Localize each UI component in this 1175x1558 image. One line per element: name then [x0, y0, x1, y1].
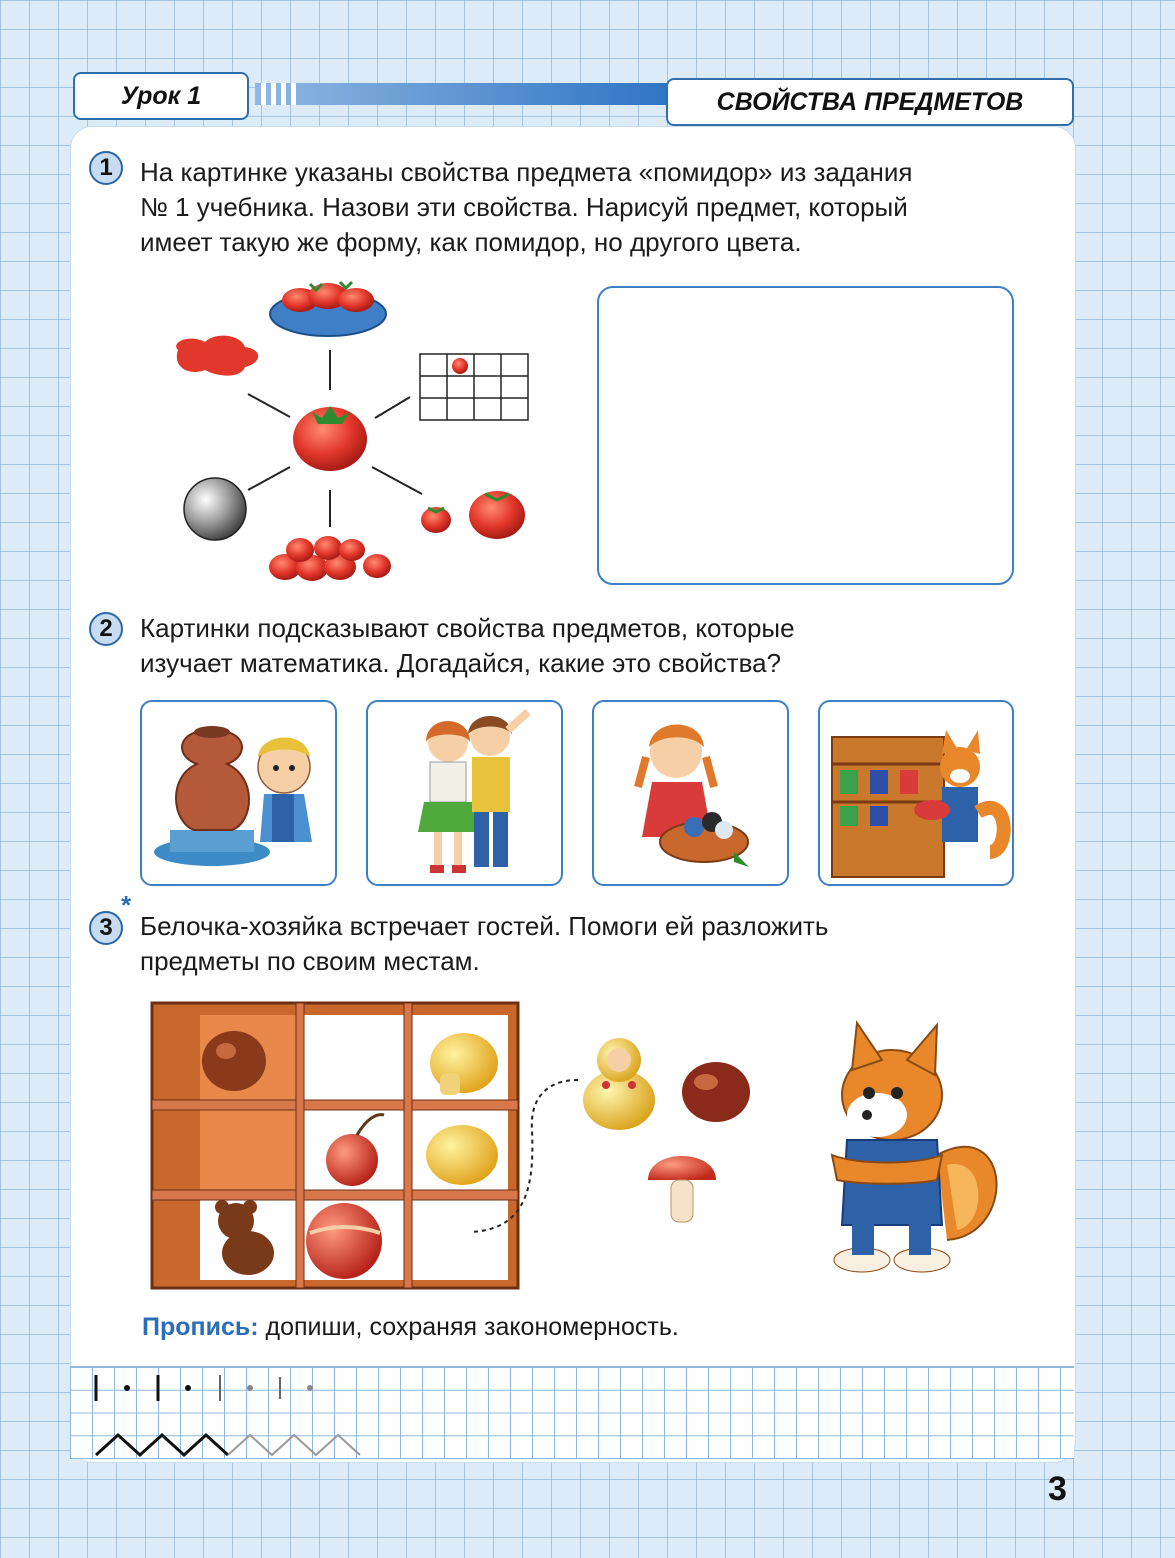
picture-shape	[140, 700, 337, 886]
picture-color	[818, 700, 1014, 886]
task-1-line-2: № 1 учебника. Назови эти свойства. Нарисуй предмет, который	[140, 192, 908, 222]
bowl-of-tomatoes-icon	[270, 282, 386, 336]
girl-and-boy-height-illustration	[368, 702, 563, 886]
drawing-answer-box[interactable]	[597, 286, 1014, 585]
task-2-line-1: Картинки подсказывают свойства предметов, которые	[140, 613, 795, 643]
roly-poly-doll-icon	[583, 1038, 655, 1130]
picture-height	[366, 700, 563, 886]
boy-with-vase-illustration	[142, 702, 337, 886]
grey-sphere-icon	[184, 478, 246, 540]
copywork-grid[interactable]	[70, 1366, 1074, 1459]
task-2-number: 2	[89, 612, 123, 646]
task-2-text	[140, 611, 795, 681]
central-tomato-icon	[293, 406, 367, 471]
grid-size-icon	[420, 354, 528, 420]
header-progress-bar	[255, 83, 670, 105]
task-3-star: *	[121, 890, 132, 920]
topic-title: СВОЙСТВА ПРЕДМЕТОВ	[666, 78, 1074, 126]
page-number: 3	[1048, 1470, 1067, 1508]
picture-quantity	[592, 700, 789, 886]
task-1-line-3: имеет такую же форму, как помидор, но другого цвета.	[140, 227, 802, 257]
red-mushroom-icon	[648, 1156, 716, 1222]
task-2-line-2: изучает математика. Догадайся, какие это свойства?	[140, 648, 782, 678]
nut-icon	[202, 1031, 266, 1091]
red-color-splash-icon	[176, 336, 258, 376]
copywork-instruction	[142, 1313, 679, 1342]
many-tomatoes-icon	[269, 536, 391, 581]
task-3-number: 3	[89, 911, 123, 945]
copywork-pattern	[70, 1367, 1074, 1458]
red-ball-icon	[306, 1203, 382, 1279]
fox-with-shelf-illustration	[820, 702, 1014, 886]
task-1-text	[140, 155, 912, 260]
copywork-text: допиши, сохраняя закономерность.	[265, 1313, 679, 1341]
walnut-icon	[682, 1062, 750, 1122]
task-1-line-1: На картинке указаны свойства предмета «помидор» из задания	[140, 157, 913, 187]
squirrel-host-illustration	[797, 1015, 1007, 1280]
tomato-properties-diagram	[160, 272, 540, 587]
loose-items-illustration	[576, 1030, 776, 1245]
copywork-label: Пропись:	[142, 1313, 259, 1341]
girl-with-basket-illustration	[594, 702, 789, 886]
task-1-number: 1	[89, 151, 123, 185]
tomato-sizes-icon	[421, 491, 525, 539]
lesson-label: Урок 1	[73, 72, 249, 120]
task-3-line-1: Белочка-хозяйка встречает гостей. Помоги ей разложить	[140, 911, 829, 941]
task-3-text	[140, 909, 828, 979]
task-3-line-2: предметы по своим местам.	[140, 946, 480, 976]
